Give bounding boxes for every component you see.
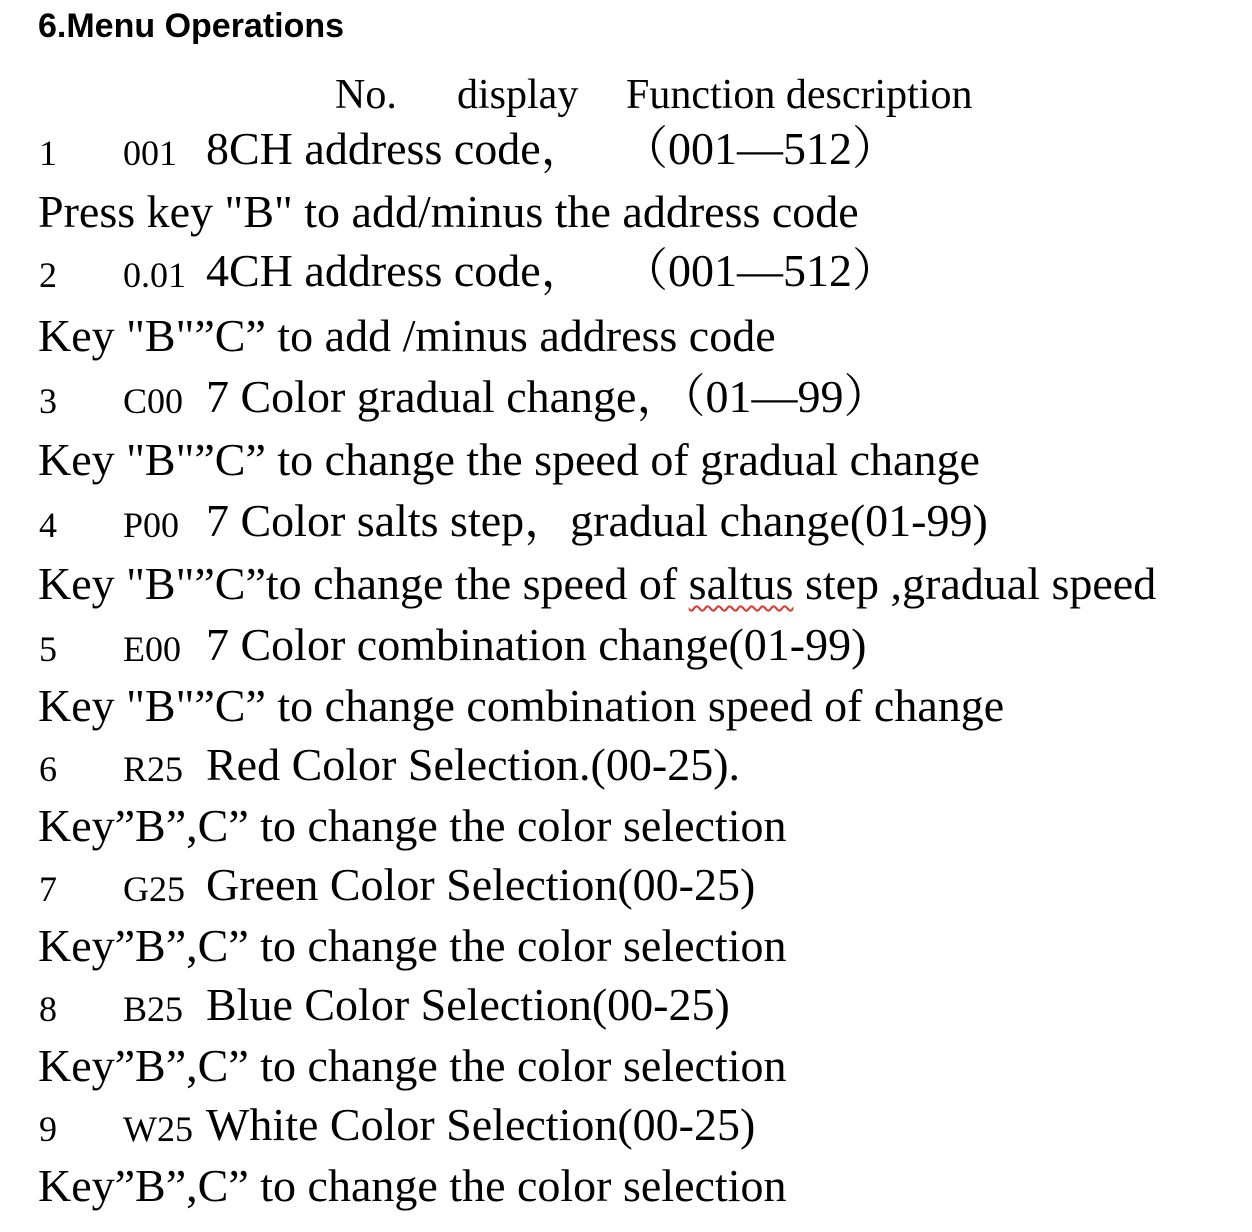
menu-note-text-after: step ,gradual speed <box>793 558 1157 609</box>
menu-row-2 <box>0 246 1252 302</box>
menu-note-text: Key "B"”C” to change the speed of gradual change <box>38 434 980 485</box>
menu-row-display-code: 001 <box>123 133 177 173</box>
spellcheck-flagged-word: saltus <box>688 558 794 609</box>
menu-row-3 <box>0 372 1252 428</box>
menu-row-display-code: B25 <box>123 989 184 1029</box>
menu-row-display-code: G25 <box>123 869 185 909</box>
menu-note-text: Key "B"”C” to change combination speed of change <box>38 680 1005 731</box>
column-header-no: No. <box>335 72 397 118</box>
menu-note-text-before: Key "B"”C”to change the speed of <box>38 558 689 609</box>
menu-row-description: Blue Color Selection(00-25) <box>206 979 730 1030</box>
menu-note-6 <box>0 800 1252 856</box>
menu-row-display-code: P00 <box>123 505 180 545</box>
menu-note-9 <box>0 1160 1252 1216</box>
menu-row-description: 8CH address code， <box>206 123 587 174</box>
menu-note-2 <box>0 310 1252 366</box>
menu-note-3 <box>0 434 1252 490</box>
menu-row-number: 3 <box>39 381 57 421</box>
menu-row-number: 8 <box>39 989 57 1029</box>
menu-row-number: 6 <box>39 749 57 789</box>
menu-row-description: 4CH address code， <box>206 245 587 296</box>
menu-note-text: Key”B”,C” to change the color selection <box>38 920 787 971</box>
menu-row-number: 7 <box>39 869 57 909</box>
menu-row-7 <box>0 860 1252 916</box>
menu-note-text: Key”B”,C” to change the color selection <box>38 800 787 851</box>
menu-note-text: Key”B”,C” to change the color selection <box>38 1160 787 1211</box>
menu-row-5 <box>0 620 1252 676</box>
menu-note-text: Key”B”,C” to change the color selection <box>38 1040 787 1091</box>
menu-row-8 <box>0 980 1252 1036</box>
menu-row-description: Red Color Selection.(00-25). <box>206 739 741 790</box>
menu-row-description: 7 Color gradual change，（01—99） <box>206 371 890 422</box>
menu-row-number: 2 <box>39 255 57 295</box>
column-header-function: Function description <box>626 72 973 118</box>
menu-row-range: （001—512） <box>622 245 898 296</box>
menu-row-9 <box>0 1100 1252 1156</box>
menu-row-description: Green Color Selection(00-25) <box>206 859 756 910</box>
menu-row-number: 4 <box>39 505 57 545</box>
menu-note-text: Key "B"”C” to add /minus address code <box>38 310 776 361</box>
menu-row-display-code: W25 <box>123 1109 193 1149</box>
menu-row-display-code: R25 <box>123 749 184 789</box>
menu-note-8 <box>0 1040 1252 1096</box>
menu-row-display-code: E00 <box>123 629 181 669</box>
menu-row-1 <box>0 124 1252 180</box>
menu-row-description: 7 Color combination change(01-99) <box>206 619 867 670</box>
menu-note-4 <box>0 558 1252 614</box>
menu-row-4 <box>0 496 1252 552</box>
menu-row-description: White Color Selection(00-25) <box>206 1099 756 1150</box>
menu-row-display-code: 0.01 <box>123 255 186 295</box>
menu-row-number: 9 <box>39 1109 57 1149</box>
menu-note-7 <box>0 920 1252 976</box>
menu-row-number: 1 <box>39 133 57 173</box>
menu-row-number: 5 <box>39 629 57 669</box>
menu-row-6 <box>0 740 1252 796</box>
column-headers <box>0 70 1252 120</box>
menu-note-1 <box>0 186 1252 242</box>
menu-row-range: （001—512） <box>622 123 898 174</box>
menu-row-description: 7 Color salts step，gradual change(01-99) <box>206 495 988 546</box>
section-title: 6.Menu Operations <box>38 7 345 45</box>
menu-row-display-code: C00 <box>123 381 184 421</box>
menu-note-text: Press key "B" to add/minus the address code <box>38 186 859 237</box>
column-header-display: display <box>457 72 579 118</box>
menu-note-5 <box>0 680 1252 736</box>
menu-note-text <box>38 558 1156 610</box>
